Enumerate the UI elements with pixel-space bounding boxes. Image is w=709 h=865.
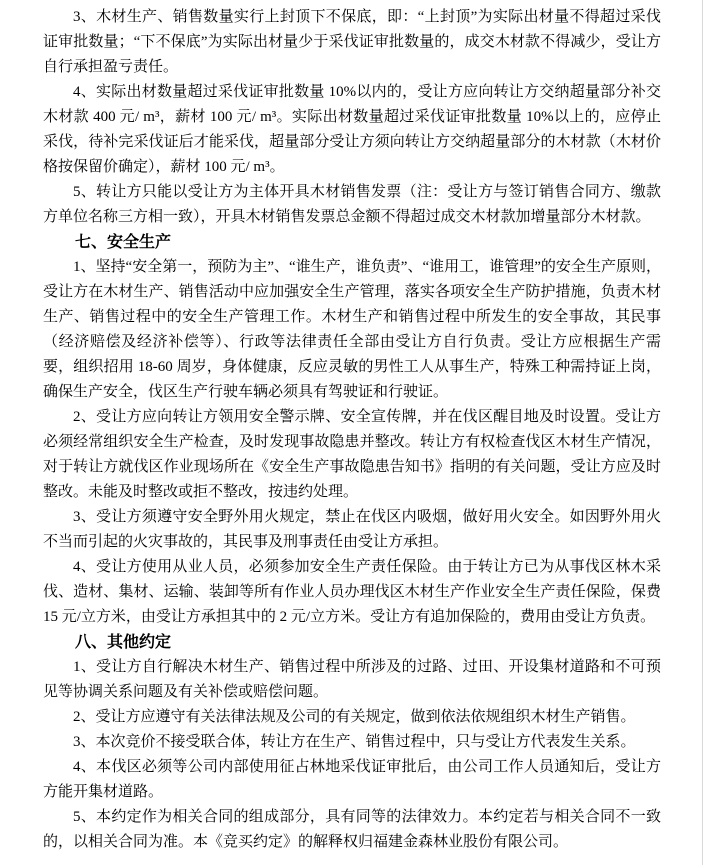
page-edge-line xyxy=(702,0,703,865)
clause-paragraph: 4、实际出材数量超过采伐证审批数量 10%以内的，受让方应向转让方交纳超量部分补交木材款 400 元/ m³，薪材 100 元/ m³。实际出材数量超过采伐证审批数量 10%以上的，应停止采伐，待补完采伐证后才能采伐，超量部分受让方须向转让方交纳超量部分的木材款（木材价格按保留价确定），薪材 100 元/ m³。 xyxy=(43,84,661,175)
clause-paragraph: 3、木材生产、销售数量实行上封顶下不保底，即：“上封顶”为实际出材量不得超过采伐证审批数量；“下不保底”为实际出材量少于采伐证审批数量的，成交木材款不得减少，受让方自行承担盈亏责任。 xyxy=(43,9,661,75)
clause-paragraph: 3、受让方须遵守安全野外用火规定，禁止在伐区内吸烟，做好用火安全。如因野外用火不当而引起的火灾事故的，其民事及刑事责任由受让方承担。 xyxy=(43,509,661,550)
clause-paragraph: 2、受让方应向转让方领用安全警示牌、安全宣传牌，并在伐区醒目地及时设置。受让方必须经常组织安全生产检查，及时发现事故隐患并整改。转让方有权检查伐区木材生产情况，对于转让方就伐区作业现场所在《安全生产事故隐患告知书》指明的有关问题，受让方应及时整改。未能及时整改或拒不整改，按违约处理。 xyxy=(43,409,661,500)
clause-paragraph: 2、受让方应遵守有关法律法规及公司的有关规定，做到依法依规组织木材生产销售。 xyxy=(73,709,636,725)
section-heading-other: 八、其他约定 xyxy=(75,634,172,651)
section-heading-safety: 七、安全生产 xyxy=(75,234,172,251)
clause-paragraph: 5、本约定作为相关合同的组成部分，具有同等的法律效力。本约定若与相关合同不一致的，以相关合同为准。本《竞买约定》的解释权归福建金森林业股份有限公司。 xyxy=(43,809,661,850)
clause-paragraph: 3、本次竞价不接受联合体，转让方在生产、销售过程中，只与受让方代表发生关系。 xyxy=(73,734,636,750)
clause-paragraph: 1、受让方自行解决木材生产、销售过程中所涉及的过路、过田、开设集材道路和不可预见等协调关系问题及有关补偿或赔偿问题。 xyxy=(43,659,661,700)
clause-paragraph: 4、本伐区必须等公司内部使用征占林地采伐证审批后，由公司工作人员通知后，受让方方能开集材道路。 xyxy=(43,759,661,800)
clause-paragraph: 4、受让方使用从业人员，必须参加安全生产责任保险。由于转让方已为从事伐区林木采伐、造材、集材、运输、装卸等所有作业人员办理伐区木材生产作业安全生产责任保险，保费 15 元/立方米，由受让方承担其中的 2 元/立方米。受让方有追加保险的，费用由受让方负责。 xyxy=(43,559,661,625)
contract-document-page xyxy=(43,5,661,855)
clause-paragraph: 1、坚持“安全第一，预防为主”、“谁生产，谁负责”、“谁用工，谁管理”的安全生产原则，受让方在木材生产、销售活动中应加强安全生产管理，落实各项安全生产防护措施，负责木材生产、销售过程中的安全生产管理工作。木材生产和销售过程中所发生的安全事故，其民事（经济赔偿及经济补偿等）、行政等法律责任全部由受让方自行负责。受让方应根据生产需要，组织招用 18-60 周岁，身体健康，反应灵敏的男性工人从事生产，特殊工种需持证上岗，确保生产安全，伐区生产行驶车辆必须具有驾驶证和行驶证。 xyxy=(43,259,661,400)
clause-paragraph: 5、转让方只能以受让方为主体开具木材销售发票（注：受让方与签订销售合同方、缴款方单位名称三方相一致），开具木材销售发票总金额不得超过成交木材款加增量部分木材款。 xyxy=(43,184,661,225)
